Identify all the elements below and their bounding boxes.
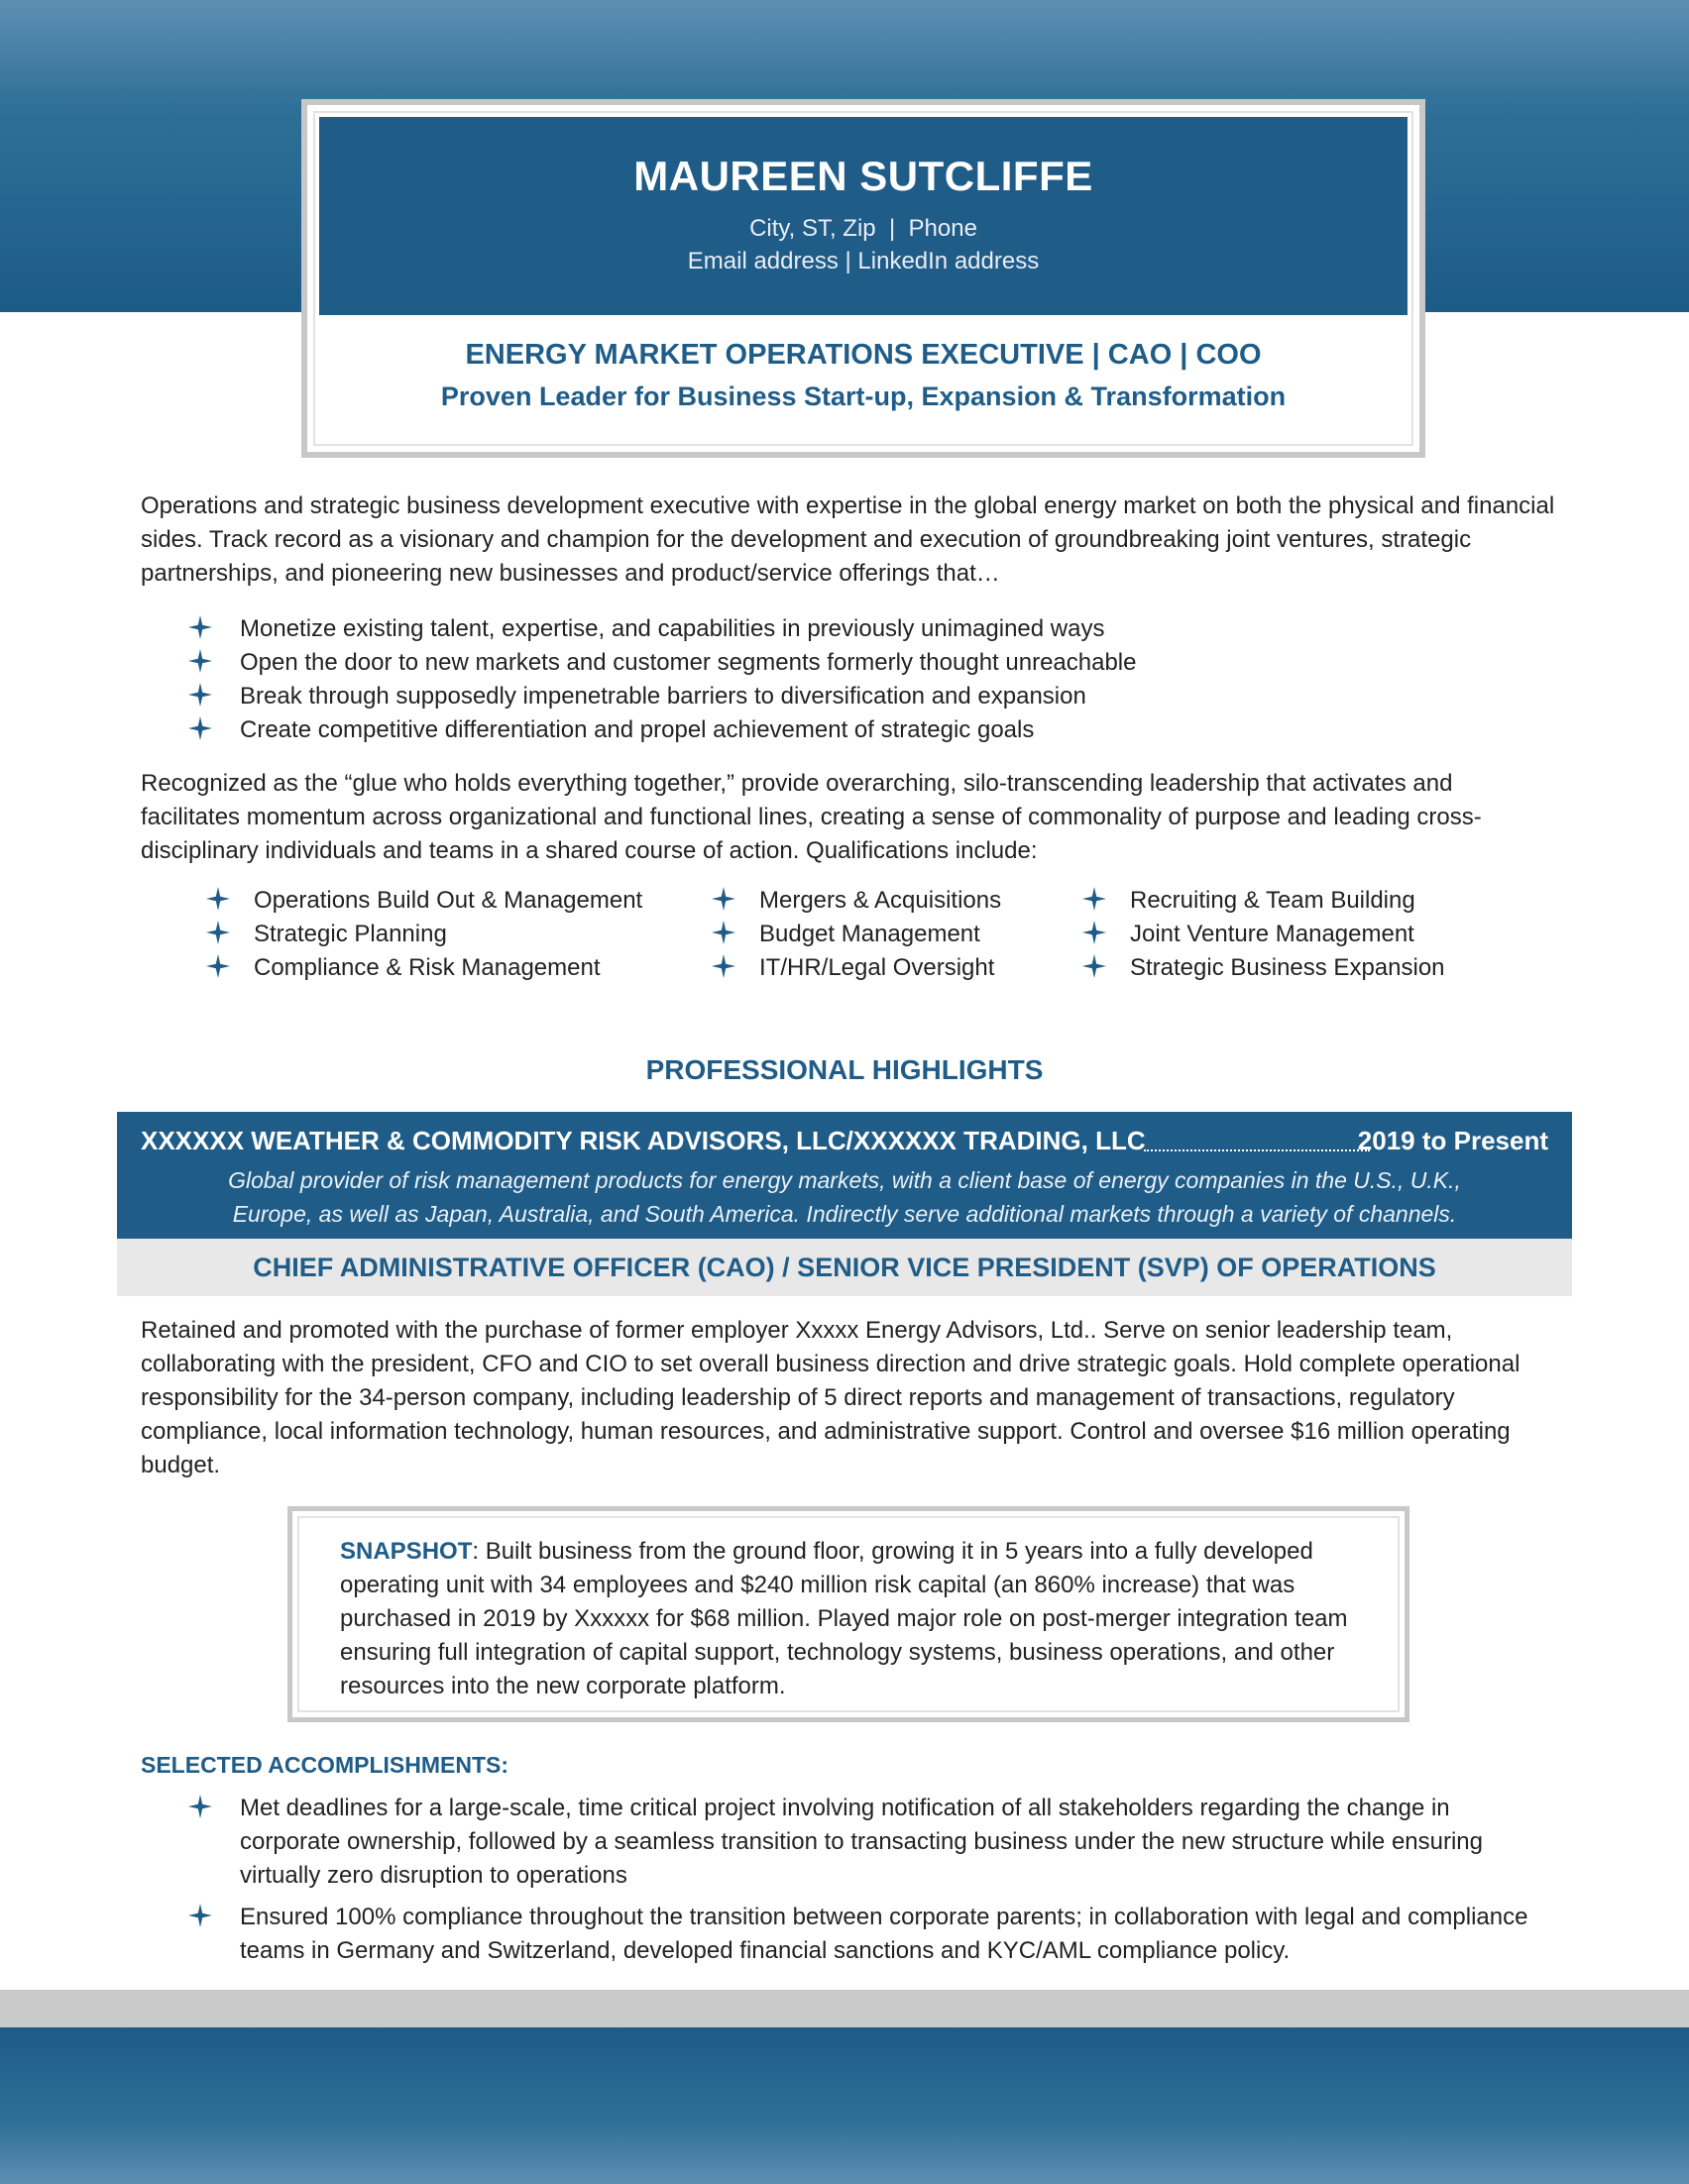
list-item: Joint Venture Management xyxy=(1082,918,1445,951)
company-name: XXXXXX WEATHER & COMMODITY RISK ADVISORS, LLC/XXXXXX TRADING, LLC xyxy=(141,1126,1146,1155)
four-point-star-icon xyxy=(188,683,212,707)
headline: ENERGY MARKET OPERATIONS EXECUTIVE | CAO | COO xyxy=(465,339,1262,371)
footer-gray-stripe xyxy=(0,1990,1689,2027)
list-item: Open the door to new markets and customer segments formerly thought unreachable xyxy=(188,646,1556,680)
list-item: Compliance & Risk Management xyxy=(206,951,642,985)
four-point-star-icon xyxy=(206,954,230,978)
four-point-star-icon xyxy=(1082,921,1106,944)
summary-intro: Operations and strategic business development executive with expertise in the global energy market on both the physical and financial sides. Track record as a visionary and champion for the development and execution of groundbreaking joint ventures, strategic partnerships, and pioneering new businesses and product/service offerings that… xyxy=(141,492,1555,587)
qualifications-grid xyxy=(206,884,1495,993)
company-bar xyxy=(117,1112,1572,1239)
company-description: Global provider of risk management products for energy markets, with a client base of energy companies in the U.S., U.K., Europe, as well as Japan, Australia, and South America. Indirectly serve additional markets through a variety of channels. xyxy=(228,1167,1461,1227)
four-point-star-icon xyxy=(188,649,212,673)
list-item: Met deadlines for a large-scale, time critical project involving notification of all stakeholders regarding the change in corporate ownership, followed by a seamless transition to transacting business under the new structure while ensuring virtually zero disruption to operations xyxy=(188,1792,1556,1893)
list-item: Strategic Planning xyxy=(206,918,642,951)
list-item: Budget Management xyxy=(712,918,1001,951)
list-item: IT/HR/Legal Oversight xyxy=(712,951,1001,985)
list-item: Strategic Business Expansion xyxy=(1082,951,1445,985)
four-point-star-icon xyxy=(206,887,230,911)
list-item: Recruiting & Team Building xyxy=(1082,884,1445,918)
role-description: Retained and promoted with the purchase of former employer Xxxxx Energy Advisors, Ltd.. Serve on senior leadership team, collaborating with the president, CFO and CIO to set overall business direction and drive strategic goals. Hold complete operational responsibility for the 34-person company, including leadership of 5 direct reports and management of transactions, regulatory compliance, local information technology, human resources, and administrative support. Control and oversee $16 million operating budget. xyxy=(141,1317,1520,1478)
four-point-star-icon xyxy=(712,921,735,944)
four-point-star-icon xyxy=(188,615,212,639)
four-point-star-icon xyxy=(188,1795,212,1818)
four-point-star-icon xyxy=(188,716,212,740)
candidate-name: MAUREEN SUTCLIFFE xyxy=(633,153,1093,199)
header-card xyxy=(301,99,1425,458)
four-point-star-icon xyxy=(206,921,230,944)
qualifications-column-3 xyxy=(1082,884,1445,985)
section-title-professional-highlights: PROFESSIONAL HIGHLIGHTS xyxy=(645,1054,1044,1085)
role-title: CHIEF ADMINISTRATIVE OFFICER (CAO) / SENIOR VICE PRESIDENT (SVP) OF OPERATIONS xyxy=(117,1239,1572,1296)
four-point-star-icon xyxy=(188,1904,212,1927)
accomplishments-list xyxy=(188,1792,1556,1968)
summary-recognized: Recognized as the “glue who holds everything together,” provide overarching, silo-transcending leadership that activates and facilitates momentum across organizational and functional lines, creating a sense of commonality of purpose and leading cross-disciplinary individuals and teams in a shared course of action. Qualifications include: xyxy=(141,770,1482,864)
qualifications-column-2 xyxy=(712,884,1001,985)
four-point-star-icon xyxy=(1082,954,1106,978)
list-item: Break through supposedly impenetrable barriers to diversification and expansion xyxy=(188,680,1556,713)
contact-line-2: Email address | LinkedIn address xyxy=(687,248,1040,274)
subheadline: Proven Leader for Business Start-up, Expansion & Transformation xyxy=(440,382,1287,411)
snapshot-text: SNAPSHOT: Built business from the ground floor, growing it in 5 years into a fully developed operating unit with 34 employees and $240 million risk capital (an 860% increase) that was purchased in 2019 by Xxxxxx for $68 million. Played major role on post-merger integration team ensuring full integration of capital support, technology systems, business operations, and other resources into the new corporate platform. xyxy=(340,1538,1348,1699)
employment-dates: 2019 to Present xyxy=(1357,1126,1548,1155)
summary-bullets xyxy=(188,612,1556,747)
four-point-star-icon xyxy=(1082,887,1106,911)
list-item: Mergers & Acquisitions xyxy=(712,884,1001,918)
footer-band xyxy=(0,2027,1689,2184)
snapshot-box xyxy=(287,1506,1409,1722)
four-point-star-icon xyxy=(712,887,735,911)
contact-line-1: City, ST, Zip | Phone xyxy=(749,215,977,242)
headline-panel xyxy=(319,339,1408,412)
list-item: Monetize existing talent, expertise, and capabilities in previously unimagined ways xyxy=(188,612,1556,646)
list-item: Create competitive differentiation and propel achievement of strategic goals xyxy=(188,713,1556,747)
snapshot-label: SNAPSHOT xyxy=(340,1538,473,1565)
four-point-star-icon xyxy=(712,954,735,978)
dotted-leader xyxy=(1144,1149,1370,1151)
header-name-panel xyxy=(319,117,1408,315)
qualifications-column-1 xyxy=(206,884,642,985)
list-item: Ensured 100% compliance throughout the transition between corporate parents; in collaboration with legal and compliance teams in Germany and Switzerland, developed financial sanctions and KYC/AML compliance policy. xyxy=(188,1901,1556,1968)
accomplishments-title: SELECTED ACCOMPLISHMENTS: xyxy=(141,1752,508,1778)
list-item: Operations Build Out & Management xyxy=(206,884,642,918)
